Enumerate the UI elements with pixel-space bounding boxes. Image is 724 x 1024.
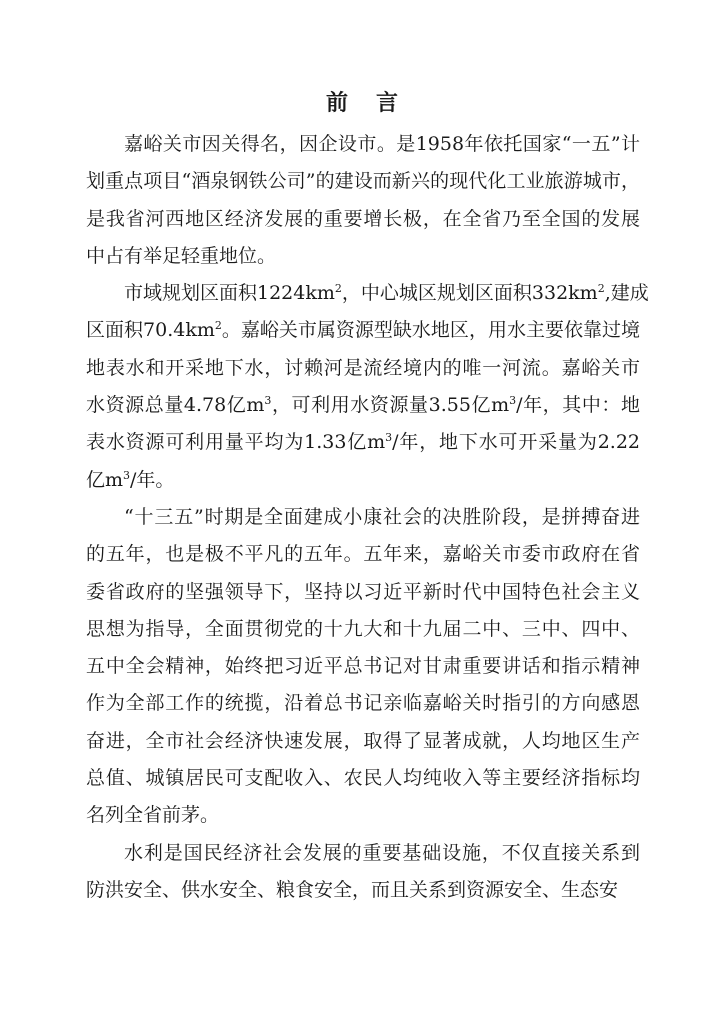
page-title bbox=[0, 88, 724, 118]
text-segment: 水资源总量4.78亿m bbox=[86, 394, 265, 417]
superscript: 2 bbox=[214, 319, 222, 333]
text-line bbox=[86, 611, 640, 648]
paragraph bbox=[86, 275, 649, 499]
text-line bbox=[86, 424, 640, 461]
text-line bbox=[86, 238, 640, 275]
text-line bbox=[86, 387, 640, 424]
text-line bbox=[86, 760, 640, 797]
text-segment: 区面积70.4km bbox=[86, 319, 215, 342]
superscript: 3 bbox=[385, 431, 393, 445]
text-line bbox=[86, 574, 640, 611]
text-line bbox=[86, 275, 649, 312]
text-segment: ，中心城区规划区面积332km bbox=[341, 282, 598, 305]
title-char: 言 bbox=[376, 90, 399, 116]
text-segment: 思想为指导，全面贯彻党的十九大和十九届二中、三中、四中、 bbox=[86, 617, 640, 640]
text-segment: 作为全部工作的统揽，沿着总书记亲临嘉峪关时指引的方向感恩 bbox=[86, 692, 640, 715]
text-line bbox=[86, 872, 640, 909]
superscript: 3 bbox=[509, 394, 517, 408]
superscript: 2 bbox=[334, 282, 342, 296]
paragraph bbox=[86, 499, 640, 835]
text-segment: 。嘉峪关市属资源型缺水地区，用水主要依靠过境 bbox=[221, 319, 640, 342]
text-segment: “十三五”时期是全面建成小康社会的决胜阶段，是拼搏奋进 bbox=[124, 505, 640, 528]
text-line bbox=[86, 536, 640, 573]
paragraph bbox=[86, 835, 640, 910]
text-segment: 总值、城镇居民可支配收入、农民人均纯收入等主要经济指标均 bbox=[86, 767, 640, 790]
superscript: 2 bbox=[597, 282, 605, 296]
text-segment: 中占有举足轻重地位。 bbox=[86, 244, 277, 267]
text-line bbox=[86, 350, 640, 387]
superscript: 3 bbox=[264, 394, 272, 408]
text-segment: 表水资源可利用量平均为1.33亿m bbox=[86, 431, 386, 454]
text-segment: 的五年，也是极不平凡的五年。五年来，嘉峪关市委市政府在省 bbox=[86, 543, 640, 566]
text-line bbox=[86, 723, 640, 760]
paragraph bbox=[86, 126, 640, 275]
text-line bbox=[86, 312, 640, 349]
text-line bbox=[86, 126, 640, 163]
text-segment: 防洪安全、供水安全、粮食安全，而且关系到资源安全、生态安 bbox=[86, 878, 619, 901]
text-line bbox=[86, 201, 640, 238]
superscript: 3 bbox=[123, 468, 131, 482]
text-segment: 五中全会精神，始终把习近平总书记对甘肃重要讲话和指示精神 bbox=[86, 655, 640, 678]
text-segment: 是我省河西地区经济发展的重要增长极，在全省乃至全国的发展 bbox=[86, 207, 640, 230]
text-segment: 地表水和开采地下水，讨赖河是流经境内的唯一河流。嘉峪关市 bbox=[86, 356, 640, 379]
text-segment: 奋进，全市社会经济快速发展，取得了显著成就，人均地区生产 bbox=[86, 729, 640, 752]
text-segment: 市域规划区面积1224km bbox=[124, 282, 335, 305]
text-line bbox=[86, 797, 640, 834]
text-line bbox=[86, 685, 640, 722]
text-segment: /年，地下水可开采量为2.22 bbox=[392, 431, 640, 454]
text-line bbox=[86, 499, 640, 536]
text-line bbox=[86, 648, 640, 685]
text-segment: 嘉峪关市因关得名，因企设市。是1958年依托国家“一五”计 bbox=[124, 133, 640, 155]
document-body bbox=[86, 126, 649, 909]
text-segment: 名列全省前茅。 bbox=[86, 804, 220, 827]
text-segment: 委省政府的坚强领导下，坚持以习近平新时代中国特色社会主义 bbox=[86, 580, 640, 603]
text-line bbox=[86, 163, 640, 200]
text-segment: ,建成 bbox=[604, 282, 649, 305]
text-segment: /年，其中：地 bbox=[516, 394, 640, 417]
text-line bbox=[86, 835, 640, 872]
title-char: 前 bbox=[325, 90, 348, 116]
text-segment: 划重点项目“酒泉钢铁公司”的建设而新兴的现代化工业旅游城市， bbox=[86, 170, 640, 193]
text-segment: /年。 bbox=[130, 468, 175, 491]
text-segment: ，可利用水资源量3.55亿m bbox=[271, 394, 510, 417]
text-line bbox=[86, 462, 640, 499]
text-segment: 亿m bbox=[86, 468, 124, 491]
text-segment: 水利是国民经济社会发展的重要基础设施，不仅直接关系到 bbox=[124, 841, 640, 864]
